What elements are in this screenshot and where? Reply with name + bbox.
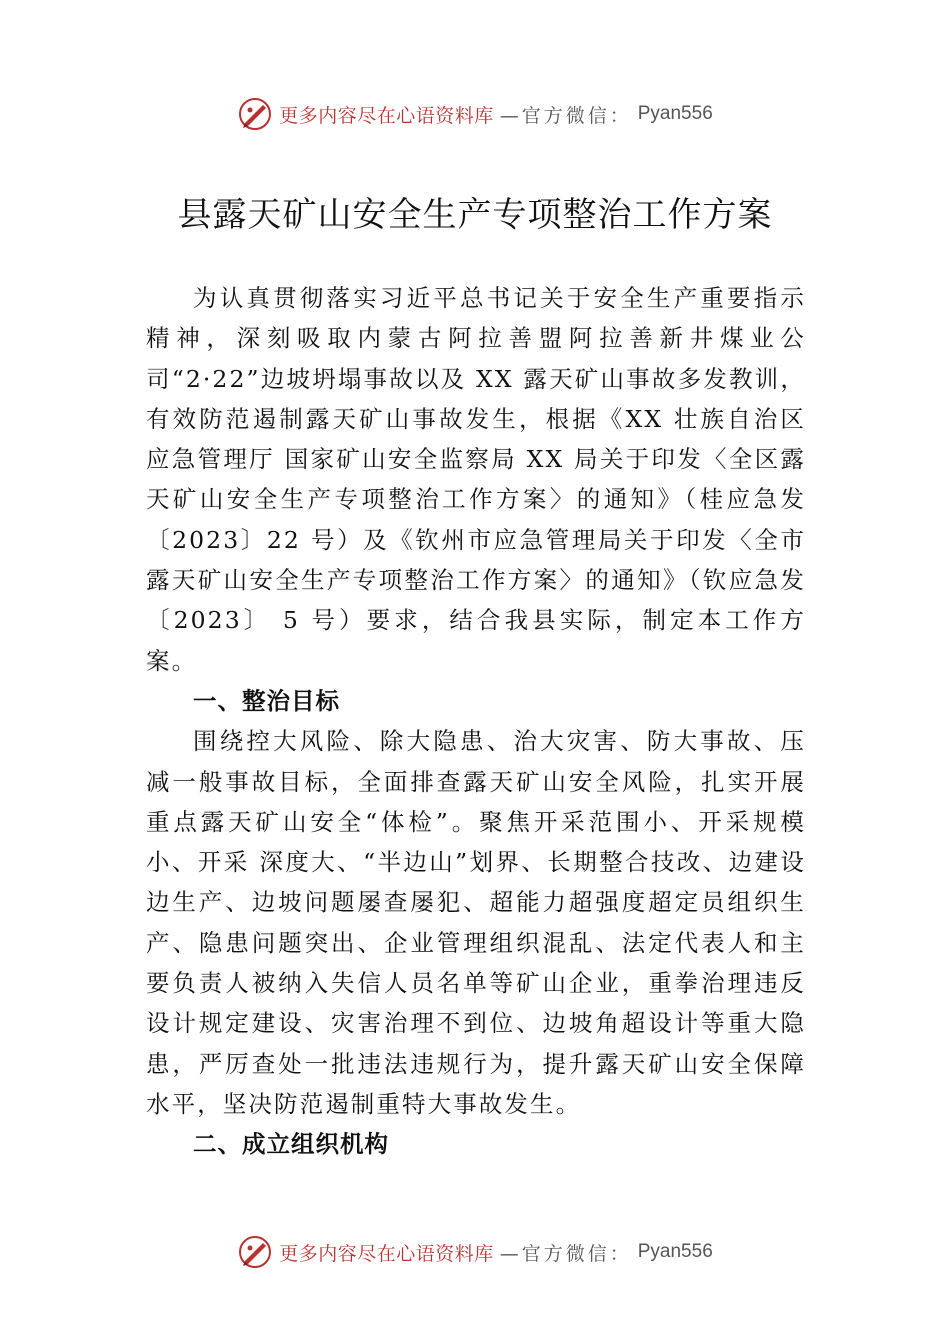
document-body — [146, 278, 806, 1165]
watermark-footer — [0, 1232, 950, 1272]
watermark-label: —官方微信： — [499, 104, 632, 127]
watermark-id: Pyan556 — [637, 1241, 713, 1262]
section-heading-organization: 二、成立组织机构 — [193, 1130, 389, 1159]
goals-paragraph: 围绕控大风险、除大隐患、治大灾害、防大事故、压减一般事故目标，全面排查露天矿山安全风险，扎实开展重点露天矿山安全“体检”。聚焦开采范围小、开采规模小、开采 深度大、“半边山”划界、长期整合技改、边建设边生产、边坡问题屡查屡犯、超能力超强度超定员组织生产、隐患问题突出、企业管理组织混乱、法定代表人和主要负责人被纳入失信人员名单等矿山企业，重拳治理违反设计规定建设、灾害治理不到位、边坡角超设计等重大隐患，严厉查处一批违法违规行为，提升露天矿山安全保障水平，坚决防范遏制重特大事故发生。 — [146, 727, 806, 1118]
watermark-brand: 更多内容尽在心语资料库 — [279, 104, 494, 127]
pen-logo-icon — [237, 96, 273, 132]
watermark-label: —官方微信： — [499, 1242, 632, 1265]
pen-logo-icon — [237, 1234, 273, 1270]
watermark-id: Pyan556 — [637, 103, 713, 124]
document-title: 县露天矿山安全生产专项整治工作方案 — [177, 195, 773, 235]
watermark-brand: 更多内容尽在心语资料库 — [279, 1242, 494, 1265]
section-heading-goals: 一、整治目标 — [193, 686, 340, 715]
watermark-header — [0, 94, 950, 134]
intro-paragraph: 为认真贯彻落实习近平总书记关于安全生产重要指示精神，深刻吸取内蒙古阿拉善盟阿拉善新井煤业公司“2·22”边坡坍塌事故以及 XX 露天矿山事故多发教训，有效防范遏制露天矿山事故发生，根据《XX 壮族自治区应急管理厅 国家矿山安全监察局 XX 局关于印发〈全区露天矿山安全生产专项整治工作方案〉的通知》（桂应急发〔2023〕22 号）及《钦州市应急管理局关于印发〈全市露天矿山安全生产专项整治工作方案〉的通知》（钦应急发〔2023〕 5 号）要求，结合我县实际，制定本工作方案。 — [146, 284, 806, 675]
